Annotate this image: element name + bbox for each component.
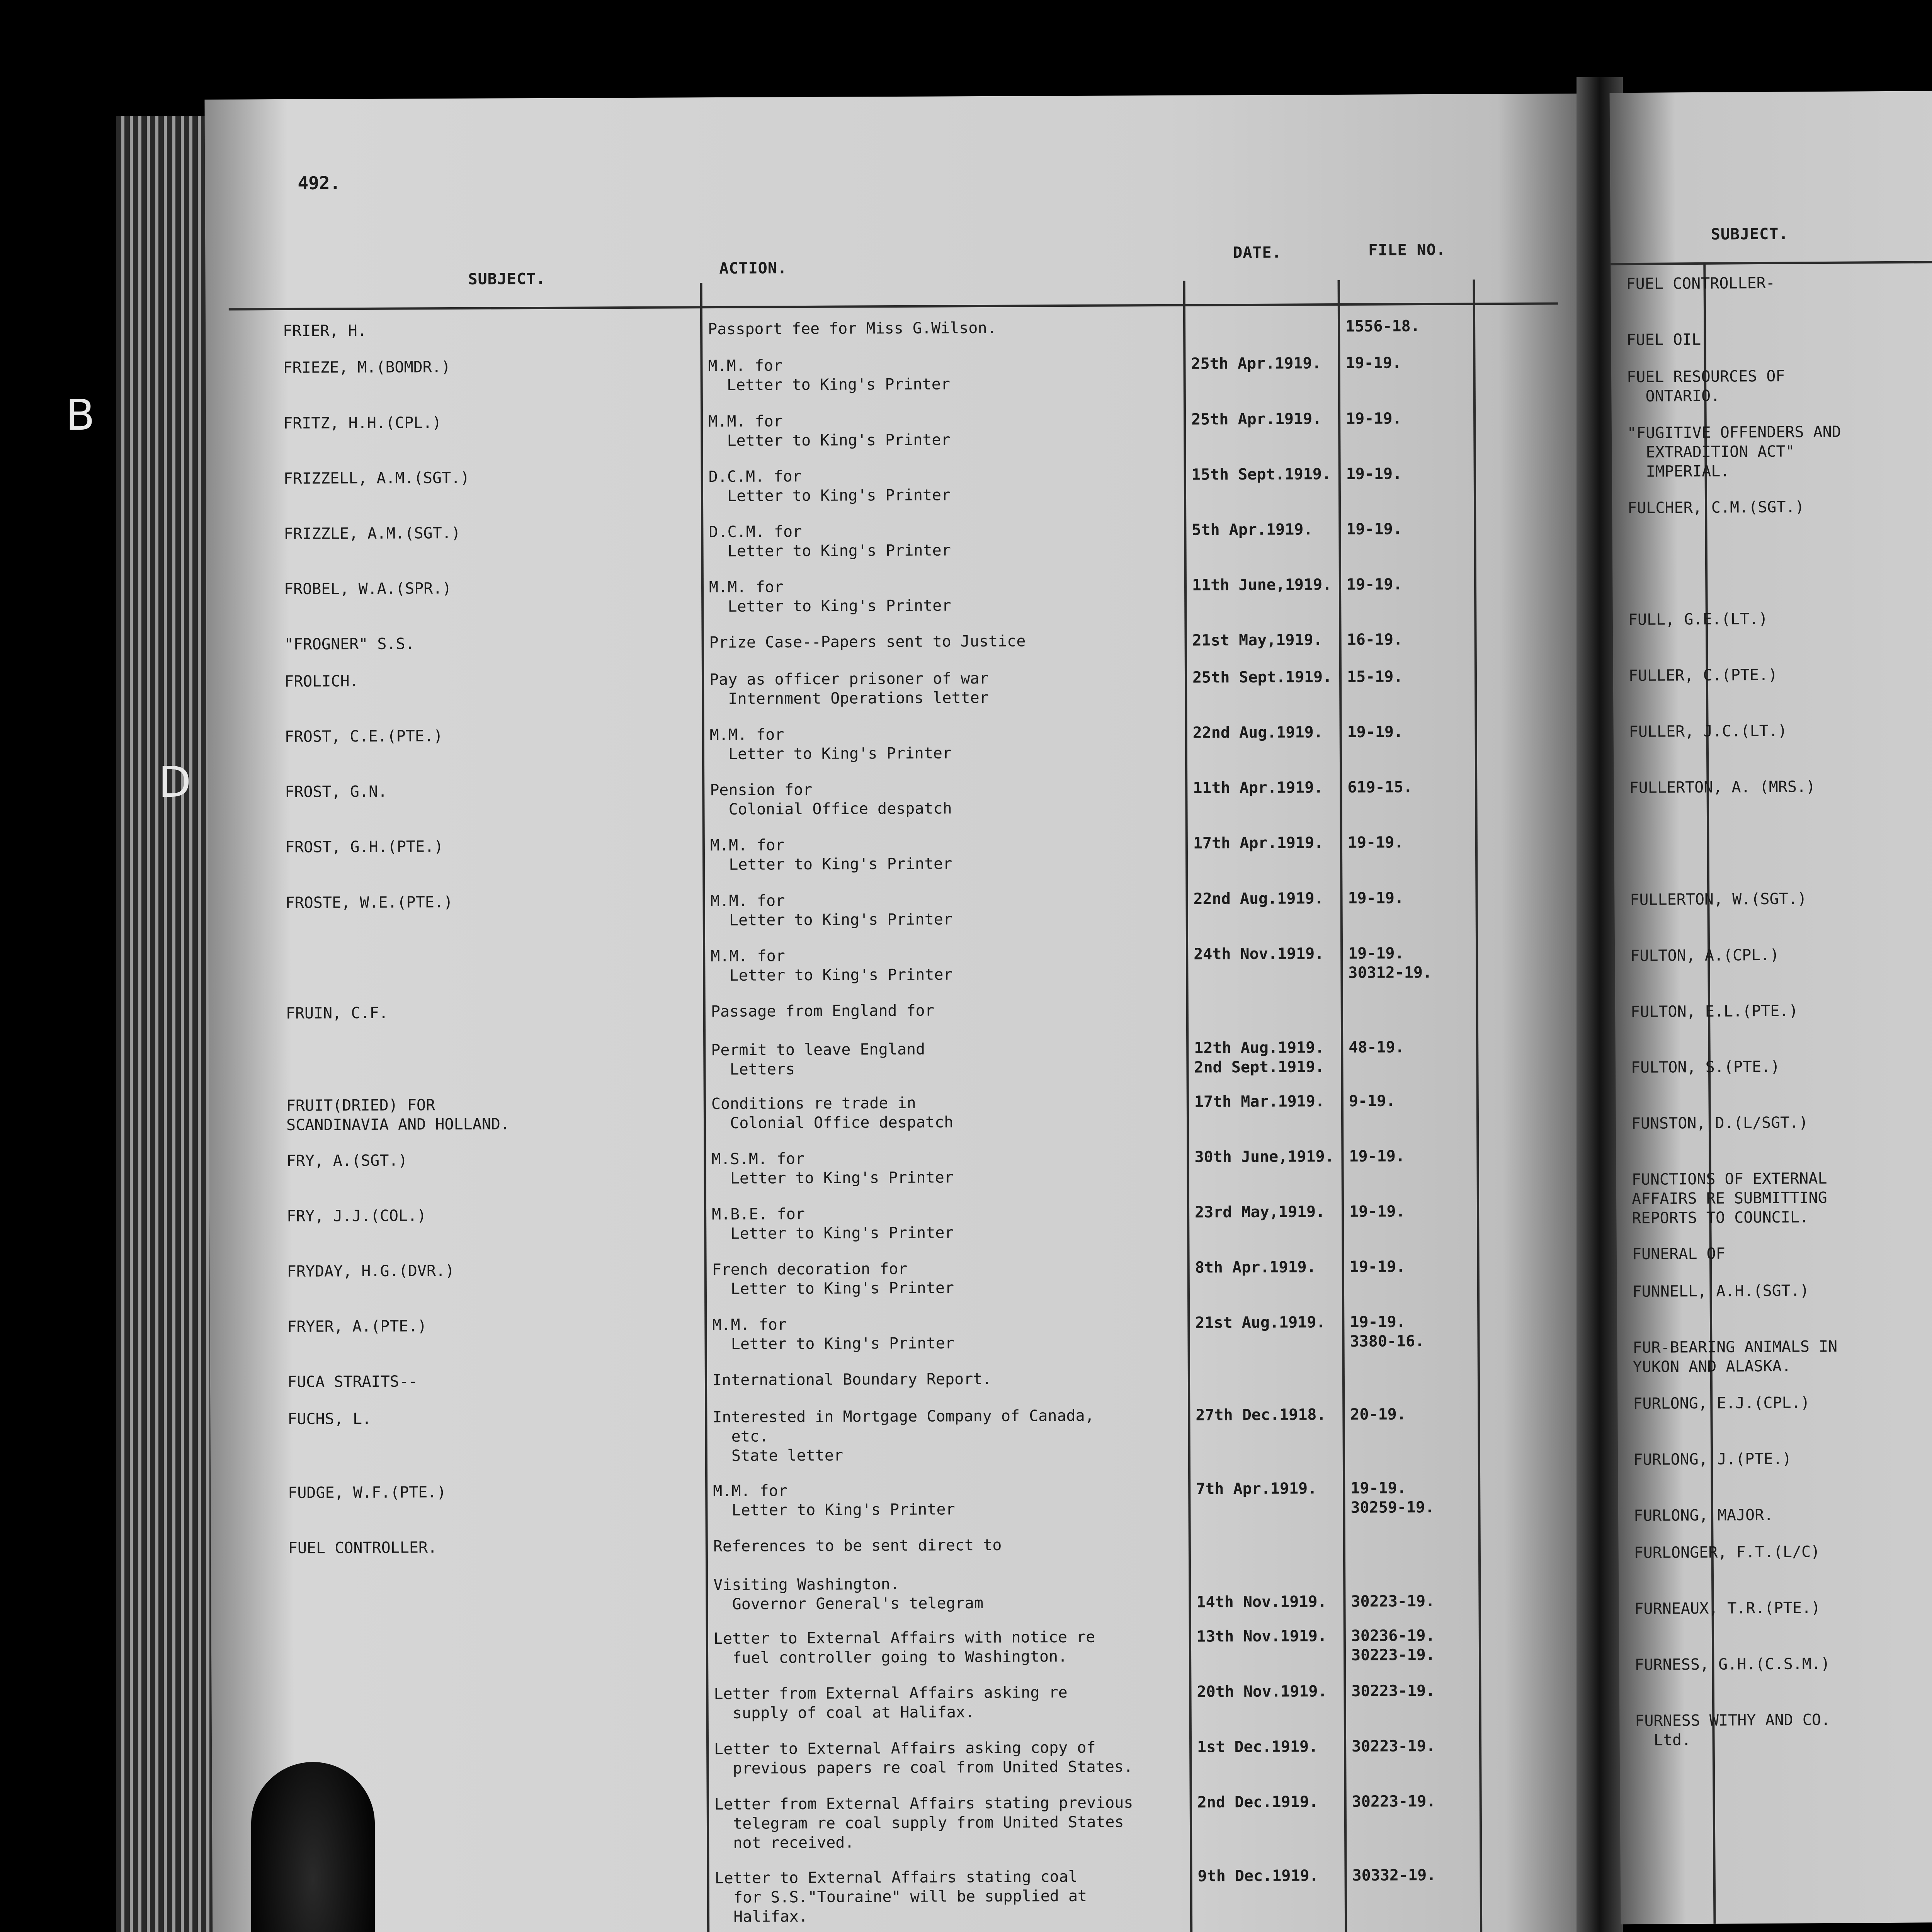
- index-tab-d: D: [158, 757, 191, 807]
- cell-action: Letter from External Affairs asking re supply of coal at Halifax.: [714, 1683, 1068, 1722]
- cell-action: M.M. for Letter to King's Printer: [710, 836, 952, 874]
- cell-subject: FROBEL, W.A.(SPR.): [284, 580, 452, 599]
- cell-file: 30223-19.: [1350, 1534, 1435, 1611]
- left-ledger-page: [204, 94, 1588, 1932]
- table-row: [209, 1193, 1585, 1255]
- table-row: [1612, 539, 1932, 603]
- table-row: [1611, 259, 1932, 323]
- table-row: [1617, 1267, 1932, 1331]
- table-row: [1612, 483, 1932, 547]
- cell-subject: "FROGNER" S.S.: [284, 635, 415, 654]
- table-row: [212, 1857, 1588, 1932]
- cell-subject: FRIEZE, M.(BOMDR.): [283, 358, 451, 377]
- header-subject: SUBJECT.: [1711, 225, 1789, 243]
- cell-date: 5th Apr.1919.: [1192, 520, 1313, 539]
- cell-file: 30223-19.: [1352, 1793, 1436, 1811]
- cell-subject: FUDGE, W.F.(PTE.): [288, 1483, 446, 1502]
- table-row: [210, 1396, 1586, 1476]
- cell-subject: FRIZZLE, A.M.(SGT.): [284, 524, 461, 543]
- header-action: ACTION.: [719, 259, 787, 277]
- cell-subject: FROST, G.H.(PTE.): [285, 838, 444, 857]
- table-row: [1615, 930, 1932, 995]
- cell-subject: FRUIN, C.F.: [286, 1004, 388, 1022]
- table-row: [211, 1525, 1587, 1623]
- table-row: [1611, 352, 1932, 416]
- cell-subject: FUNCTIONS OF EXTERNAL AFFAIRS RE SUBMITTING REPORTS TO COUNCIL.: [1631, 1170, 1827, 1228]
- cell-subject: FROST, G.N.: [285, 782, 388, 801]
- cell-subject: FUEL CONTROLLER.: [288, 1539, 437, 1557]
- cell-date: 7th Apr.1919.: [1196, 1480, 1317, 1498]
- cell-subject: FUCHS, L.: [287, 1410, 372, 1428]
- cell-subject: FRITZ, H.H.(CPL.): [283, 413, 442, 432]
- cell-action: D.C.M. for Letter to King's Printer: [708, 467, 951, 505]
- table-row: [206, 345, 1582, 406]
- cell-date: 23rd May,1919.: [1194, 1203, 1325, 1221]
- table-row: [211, 1617, 1587, 1679]
- cell-date: 15th Sept.1919.: [1191, 465, 1332, 484]
- cell-subject: FRYER, A.(PTE.): [287, 1317, 427, 1336]
- cell-action: M.M. for Letter to King's Printer: [709, 726, 952, 764]
- cell-file: 9-19.: [1349, 1092, 1396, 1110]
- cell-date: 25th Apr.1919.: [1191, 410, 1322, 429]
- table-row: [208, 825, 1584, 886]
- cell-action: M.M. for Letter to King's Printer: [710, 891, 952, 929]
- table-row: [1618, 1528, 1932, 1592]
- table-row: [208, 880, 1584, 941]
- cell-file: 19-19.: [1346, 465, 1402, 483]
- cell-date: 24th Nov.1919.: [1194, 944, 1324, 963]
- table-row: [207, 566, 1583, 628]
- table-row: [1613, 595, 1932, 659]
- cell-action: M.M. for Letter to King's Printer: [711, 947, 953, 985]
- cell-date: 13th Nov.1919.: [1196, 1627, 1327, 1646]
- cell-action: Letter to External Affairs stating coal for S.S."Touraine" will be supplied at Halifax.: [714, 1868, 1087, 1926]
- cell-subject: FRYDAY, H.G.(DVR.): [287, 1262, 455, 1281]
- cell-date: 22nd Aug.1919.: [1192, 723, 1323, 742]
- cell-subject: FULLER, J.C.(LT.): [1629, 722, 1787, 741]
- table-row: [210, 1359, 1586, 1402]
- cell-subject: FRUIT(DRIED) FOR SCANDINAVIA AND HOLLAND.: [286, 1096, 510, 1134]
- cell-action: Prize Case--Papers sent to Justice: [709, 632, 1026, 652]
- table-row: [208, 935, 1584, 997]
- cell-file: 19-19. 30259-19.: [1350, 1479, 1435, 1517]
- cell-subject: FURNESS WITHY AND CO. Ltd.: [1635, 1711, 1831, 1749]
- cell-date: 8th Apr.1919.: [1195, 1258, 1316, 1277]
- cell-file: 48-19.: [1348, 1000, 1405, 1056]
- table-row: [206, 456, 1582, 517]
- table-row: [1616, 1043, 1932, 1107]
- table-row: [209, 1083, 1585, 1144]
- cell-file: 16-19.: [1347, 631, 1403, 649]
- table-row: [210, 1304, 1586, 1365]
- table-row: [1619, 1696, 1932, 1834]
- cell-file: 1556-18.: [1345, 317, 1420, 335]
- cell-subject: FULL, G.E.(LT.): [1628, 610, 1768, 629]
- cell-date: 12th Aug.1919. 2nd Sept.1919.: [1194, 1000, 1325, 1077]
- cell-file: 19-19.: [1345, 354, 1402, 372]
- table-row: [212, 1783, 1588, 1863]
- cell-action: Conditions re trade in Colonial Office despatch: [711, 1094, 954, 1132]
- table-row: [1613, 651, 1932, 715]
- cell-file: 19-19.: [1349, 1258, 1406, 1276]
- cell-action: Passage from England for Permit to leave England Letters: [711, 1002, 934, 1078]
- table-row: [1619, 1640, 1932, 1704]
- cell-subject: FURLONG, MAJOR.: [1633, 1506, 1774, 1525]
- cell-action: References to be sent direct to Visiting Washington. Governor General's telegram: [713, 1536, 1002, 1614]
- cell-file: 19-19. 30312-19.: [1348, 944, 1432, 982]
- cell-file: 19-19.: [1346, 409, 1402, 428]
- cell-date: 25th Sept.1919.: [1192, 668, 1332, 687]
- cell-action: International Boundary Report.: [712, 1370, 992, 1389]
- cell-subject: FUCA STRAITS--: [287, 1372, 418, 1391]
- cell-subject: FUEL CONTROLLER-: [1626, 274, 1776, 293]
- table-row: [1619, 1584, 1932, 1648]
- cell-action: M.M. for Letter to King's Printer: [708, 357, 950, 395]
- cell-subject: FULLERTON, W.(SGT.): [1630, 890, 1807, 909]
- cell-subject: FULTON, S.(PTE.): [1631, 1058, 1780, 1077]
- cell-file: 20-19.: [1350, 1405, 1406, 1423]
- table-row: [207, 658, 1583, 720]
- table-row: [211, 1470, 1587, 1531]
- cell-date: 25th Apr.1919.: [1191, 354, 1321, 373]
- table-row: [1614, 874, 1932, 939]
- cell-date: 27th Dec.1918.: [1196, 1406, 1326, 1424]
- cell-subject: FULTON, A.(CPL.): [1630, 946, 1779, 965]
- thumb: [251, 1762, 375, 1932]
- cell-subject: FULLER, C.(PTE.): [1628, 666, 1778, 685]
- cell-date: 21st Aug.1919.: [1195, 1313, 1326, 1332]
- cell-action: Passport fee for Miss G.Wilson.: [707, 319, 997, 338]
- table-row: [1612, 408, 1932, 491]
- cell-date: 1st Dec.1919.: [1197, 1738, 1318, 1756]
- header-file-no: FILE NO.: [1368, 241, 1446, 259]
- table-row: [1620, 1826, 1932, 1909]
- cell-subject: FUR-BEARING ANIMALS IN YUKON AND ALASKA.: [1633, 1337, 1838, 1376]
- cell-file: 15-19.: [1347, 668, 1403, 686]
- cell-date: 11th Apr.1919.: [1193, 779, 1323, 797]
- cell-subject: FUNSTON, D.(L/SGT.): [1631, 1114, 1808, 1133]
- cell-date: 22nd Aug.1919.: [1193, 889, 1324, 908]
- cell-subject: FUNERAL OF: [1632, 1245, 1725, 1264]
- table-row: [211, 1673, 1587, 1734]
- cell-action: D.C.M. for Letter to King's Printer: [709, 523, 951, 561]
- cell-date: 30th June,1919.: [1194, 1147, 1334, 1166]
- cell-subject: FURLONGER, F.T.(L/C): [1634, 1543, 1820, 1562]
- table-row: [206, 308, 1581, 351]
- cell-action: M.M. for Letter to King's Printer: [712, 1316, 954, 1354]
- cell-action: M.B.E. for Letter to King's Printer: [711, 1205, 954, 1243]
- cell-subject: FULTON, E.L.(PTE.): [1630, 1002, 1798, 1021]
- table-row: [1615, 986, 1932, 1051]
- cell-action: M.M. for Letter to King's Printer: [713, 1482, 955, 1519]
- cell-file: 30223-19.: [1351, 1682, 1435, 1700]
- cell-subject: FULCHER, C.M.(SGT.): [1627, 498, 1804, 517]
- table-row: [1618, 1434, 1932, 1498]
- cell-action: Pay as officer prisoner of war Internment Operations letter: [709, 669, 989, 708]
- header-subject: SUBJECT.: [468, 270, 546, 288]
- cell-action: Letter to External Affairs asking copy of previous papers re coal from United States.: [714, 1738, 1133, 1778]
- cell-file: 19-19.: [1347, 723, 1403, 741]
- cell-action: M.M. for Letter to King's Printer: [709, 578, 951, 616]
- cell-date: 9th Dec.1919.: [1197, 1867, 1319, 1885]
- table-row: [1614, 763, 1932, 883]
- table-row: [1616, 1155, 1932, 1237]
- cell-file: 19-19.: [1349, 1202, 1405, 1221]
- cell-subject: FRIZZELL, A.M.(SGT.): [283, 469, 470, 488]
- cell-file: 619-15.: [1347, 778, 1413, 797]
- table-row: [1616, 1099, 1932, 1163]
- cell-subject: FROST, C.E.(PTE.): [284, 727, 443, 746]
- header-date: DATE.: [1233, 243, 1282, 262]
- cell-subject: FUEL RESOURCES OF ONTARIO.: [1626, 367, 1785, 406]
- cell-subject: FUEL OIL: [1626, 330, 1701, 349]
- table-row: [209, 1138, 1585, 1199]
- table-row: [1617, 1378, 1932, 1442]
- book-page-edges: [116, 116, 213, 1932]
- cell-file: 19-19. 3380-16.: [1350, 1313, 1425, 1351]
- table-row: [207, 622, 1582, 665]
- cell-action: Interested in Mortgage Company of Canada, etc. State letter: [713, 1406, 1094, 1465]
- table-row: [207, 714, 1583, 775]
- cell-date: 17th Mar.1919.: [1194, 1092, 1325, 1111]
- table-row: [206, 400, 1582, 462]
- cell-subject: FURLONG, E.J.(CPL.): [1633, 1393, 1810, 1413]
- table-row: [207, 769, 1583, 830]
- cell-subject: FUNNELL, A.H.(SGT.): [1632, 1282, 1810, 1301]
- cell-subject: "FUGITIVE OFFENDERS AND EXTRADITION ACT" IMPERIAL.: [1627, 423, 1841, 481]
- cell-file: 19-19.: [1347, 833, 1404, 852]
- table-row: [1617, 1322, 1932, 1386]
- cell-subject: FULLERTON, A. (MRS.): [1629, 778, 1816, 797]
- cell-action: Letter from External Affairs stating previous telegram re coal supply from United States not received.: [714, 1794, 1133, 1852]
- cell-subject: FRY, A.(SGT.): [286, 1151, 408, 1170]
- cell-action: M.S.M. for Letter to King's Printer: [711, 1150, 954, 1187]
- table-row: [212, 1728, 1588, 1789]
- cell-file: 19-19.: [1349, 1147, 1405, 1165]
- cell-subject: FRY, J.J.(COL.): [286, 1207, 427, 1225]
- cell-action: M.M. for Letter to King's Printer: [708, 412, 951, 450]
- index-tab-b: B: [66, 390, 95, 440]
- page-number: 492.: [298, 172, 341, 194]
- cell-subject: FROSTE, W.E.(PTE.): [285, 893, 453, 912]
- table-row: [210, 1248, 1586, 1310]
- cell-subject: FURNEAUX, T.R.(PTE.): [1634, 1599, 1821, 1618]
- cell-date: 11th June,1919.: [1192, 576, 1332, 594]
- cell-file: 19-19.: [1348, 889, 1404, 907]
- cell-file: 30332-19.: [1352, 1866, 1436, 1884]
- table-row: [209, 990, 1585, 1088]
- table-row: [206, 511, 1582, 572]
- cell-file: 19-19.: [1346, 575, 1403, 594]
- cell-date: 14th Nov.1919.: [1196, 1535, 1327, 1611]
- table-row: [1613, 707, 1932, 771]
- cell-action: Letter to External Affairs with notice re fuel controller going to Washington.: [713, 1628, 1095, 1667]
- cell-date: 21st May,1919.: [1192, 631, 1323, 650]
- header-rule: [1611, 255, 1932, 265]
- cell-date: 20th Nov.1919.: [1197, 1682, 1327, 1701]
- cell-file: 30223-19.: [1352, 1737, 1435, 1755]
- cell-subject: FURNESS, G.H.(C.S.M.): [1634, 1655, 1830, 1674]
- cell-action: French decoration for Letter to King's Printer: [712, 1260, 954, 1298]
- cell-date: 17th Apr.1919.: [1193, 834, 1324, 853]
- cell-file: 19-19.: [1346, 520, 1402, 538]
- cell-action: Pension for Colonial Office despatch: [710, 781, 952, 819]
- cell-file: 30236-19. 30223-19.: [1351, 1626, 1435, 1664]
- cell-subject: FURLONG, J.(PTE.): [1633, 1450, 1792, 1469]
- cell-subject: FROLICH.: [284, 672, 359, 690]
- cell-subject: FRIER, H.: [282, 321, 367, 340]
- cell-date: 2nd Dec.1919.: [1197, 1793, 1318, 1811]
- right-ledger-page: [1610, 85, 1932, 1925]
